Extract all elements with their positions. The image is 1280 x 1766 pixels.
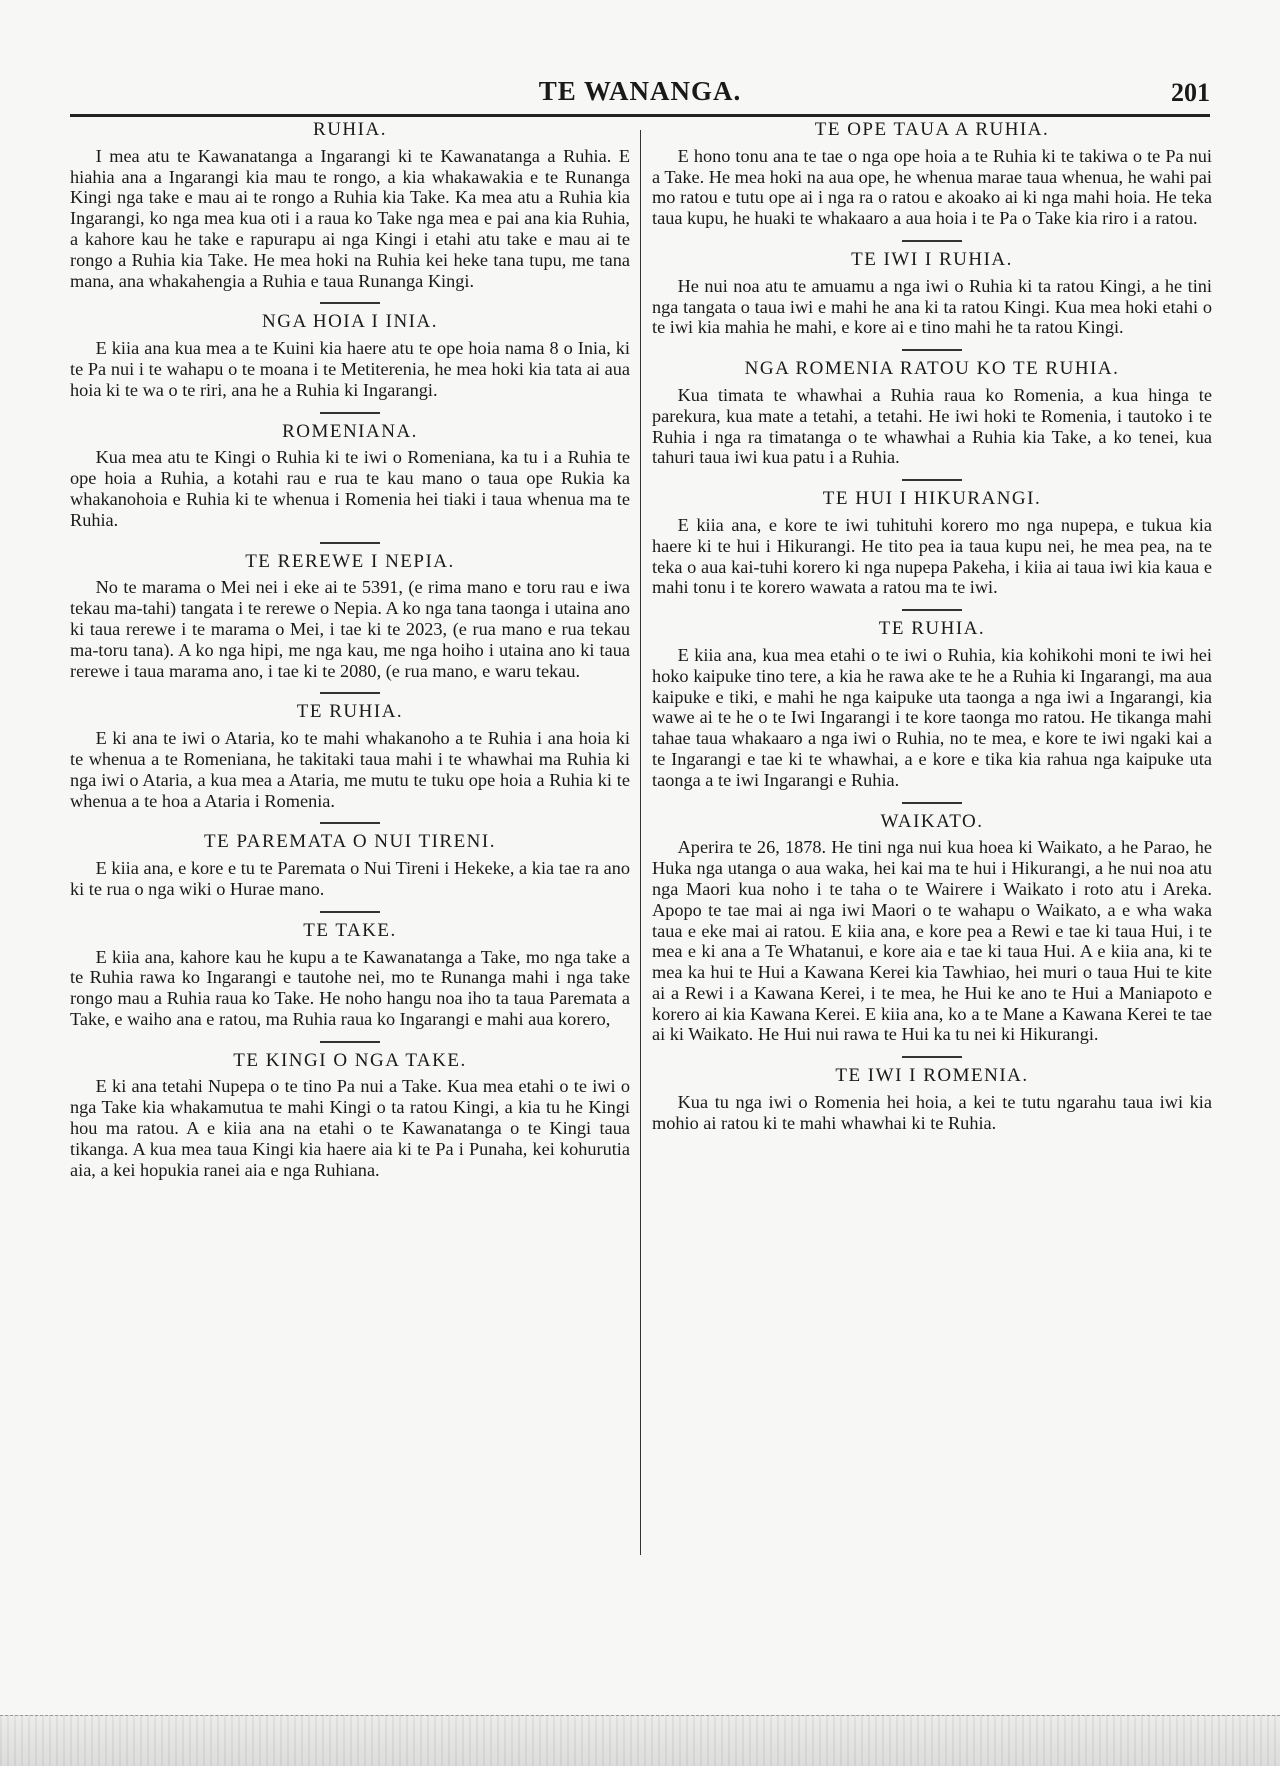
article-heading: TE REREWE I NEPIA. xyxy=(70,542,630,573)
article-heading: TE HUI I HIKURANGI. xyxy=(652,479,1212,510)
article xyxy=(70,542,630,682)
article-body: E ki ana tetahi Nupepa o te tino Pa nui a Take. Kua mea etahi o te iwi o nga Take kia whakamutua te mahi Kingi o ta ratou Kingi, a kia tu he Kingi hou ma ratou. A e kiia ana na etahi o te Kawanatanga o te Kingi taua tikanga. A kua mea taua Kingi kia haere aia ki te Pa i Punaha, kei kohurutia aia, a kei hopukia ranei aia e nga Ruhiana. xyxy=(70,1076,630,1180)
right-column xyxy=(652,120,1212,1134)
article-heading: WAIKATO. xyxy=(652,802,1212,833)
article xyxy=(652,1056,1212,1133)
article xyxy=(70,120,630,291)
article-heading: TE IWI I RUHIA. xyxy=(652,240,1212,271)
article-body: I mea atu te Kawanatanga a Ingarangi ki te Kawanatanga a Ruhia. E hiahia ana a Ingarangi kia mau te rongo, a kia whakawakia e te Runanga Kingi nga take e mau ai te rongo a Ruhia kia Take. Ka mea atu a Ruhia kia Ingarangi, ko nga mea kua oti i a raua ko Take nga mea e pai ana kia Ruhia, a kahore kau he take e rapurapu ai nga Kingi i etahi atu take e mau ai te rongo a Ruhia kia Take. He mea hoki na Ruhia kei heke tana tupu, me tana mana, ana whakahengia a Ruhia e taua Runanga Kingi. xyxy=(70,145,630,291)
article xyxy=(70,911,630,1030)
article xyxy=(652,609,1212,790)
article-body: E kiia ana, kahore kau he kupu a te Kawanatanga a Take, mo nga take a te Ruhia rawa ko Ingarangi e tautohe nei, mo te Runanga mahi i nga take rongo mau a Ruhia raua ko Take. He noho hangu noa iho ta taua Paremata a Take, e waiho ana e ratou, ma Ruhia raua ko Ingarangi e mahi aua korero, xyxy=(70,946,630,1029)
article xyxy=(652,349,1212,468)
scan-edge-noise xyxy=(0,1715,1280,1766)
article-heading: TE KINGI O NGA TAKE. xyxy=(70,1041,630,1072)
article xyxy=(70,822,630,899)
article-body: Kua timata te whawhai a Ruhia raua ko Romenia, a kua hinga te parekura, kua mate a tetahi, a tetahi. He iwi hoki te Romenia, i tautoko i te Ruhia i nga ra timatanga o te whawhai a Ruhia kia Take, a ko tenei, kua tahuri taua iwi kua patu i a Ruhia. xyxy=(652,384,1212,468)
article xyxy=(70,412,630,531)
article-body: E kiia ana, e kore e tu te Paremata o Nui Tireni i Hekeke, a kia tae ra ano ki te rua o nga wiki o Hurae mano. xyxy=(70,858,630,899)
article-body: E ki ana te iwi o Ataria, ko te mahi whakanoho a te Ruhia i ana hoia ki te whenua a te Romeniana, he takitaki taua mahi i te whawhai ma Ruhia ki nga iwi o Ataria, a kua mea a Ataria, me mutu te tuku ope hoia a Ruhia ki te whenua a te hoa a Ataria i Romenia. xyxy=(70,728,630,811)
article-heading: NGA ROMENIA RATOU KO TE RUHIA. xyxy=(652,349,1212,380)
article xyxy=(652,479,1212,598)
article-body: Aperira te 26, 1878. He tini nga nui kua hoea ki Waikato, a he Parao, he Huka nga utanga o aua waka, hei kai ma te hui i Hikurangi, a he nui noa atu nga Maori kua noho i te taha o te Wairere i Waikato i roto atu i Areka. Apopo te tae mai ai nga iwi Maori o te wahapu o Waikato, a e wha waka taua e eke mai ai ratou. E kiia ana, e kore pea a Rewi e tae ki taua Hui, i te mea e ki ana a Te Whatanui, e kore aia e tae ki taua Hui. A e kiia ana, ki te mea ka hui te Hui a Kawana Kerei kia Tawhiao, hei muri o taua Hui te kite ai a Rewi i a Kawana Kerei, i te mea, he Hui ke ano te Hui a Maniapoto e korero ai kia Kawana Kerei. E kiia ana, ko a te Mane a Kawana Kerei te tae ai ki Waikato. He Hui nui rawa te Hui ka tu nei ki Hikurangi. xyxy=(652,837,1212,1045)
article-heading: NGA HOIA I INIA. xyxy=(70,302,630,333)
column-divider xyxy=(640,130,641,1555)
article-body: No te marama o Mei nei i eke ai te 5391, (e rima mano e toru rau e iwa tekau ma-tahi) tangata i te rerewe o Nepia. A ko nga tana taonga i utaina ano ki taua rerewe i te marama o Mei, i tae ki te 2023, (e rua mano e rua tekau ma-toru tana). A ko nga hipi, me nga kau, me nga hoiho i utaina ano ki taua rerewe i taua marama ano, i tae ki te 2080, (e rua mano, e waru tekau. xyxy=(70,577,630,681)
article-heading: ROMENIANA. xyxy=(70,412,630,443)
article-body: E kiia ana, e kore te iwi tuhituhi korero mo nga nupepa, e tukua kia haere ki te hui i Hikurangi. He tito pea ia taua kupu nei, he mea pea, na te teka o aua kai-tuhi korero ki nga nupepa Pakeha, i kiia ai taua iwi kia kaua e mahi tonu i te korero wawata a ratou ma te iwi. xyxy=(652,514,1212,598)
article-body: E kiia ana, kua mea etahi o te iwi o Ruhia, kia kohikohi moni te iwi hei hoko kaipuke tino tere, a kia he rawa ake te he a Ruhia ki Ingarangi, ma aua kaipuke e tiki, e mahi he nga kaipuke uta taonga a nga iwi a Ingarangi, kia wawe ai te he o te Iwi Ingarangi i te kore taonga mo ratou. He tikanga mahi tahae taua whakaaro a nga iwi o Ruhia, no te mea, e kore te iwi ngaki kai a te Ingarangi e tae ki te whawhai, a e kore e tika kia rahua nga kaipuke uta taonga a te iwi Ingarangi e Ruhia. xyxy=(652,644,1212,790)
article-body: He nui noa atu te amuamu a nga iwi o Ruhia ki ta ratou Kingi, a he tini nga tangata o taua iwi e mahi he ana ki ta ratou Kingi. Kua mea hoki etahi o te iwi kia mahia he mahi, e kore ai e tino mahi he ta ratou Kingi. xyxy=(652,275,1212,338)
article xyxy=(652,240,1212,338)
article xyxy=(70,692,630,811)
article xyxy=(70,302,630,400)
article-heading: TE OPE TAUA A RUHIA. xyxy=(814,119,1050,140)
article-body: E hono tonu ana te tae o nga ope hoia a te Ruhia ki te takiwa o te Pa nui a Take. He mea hoki na aua ope, he whenua marae taua whenua, he wahi pai mo ratou e tutu ope ai i nga ra o ratou e akoako ai ki nga mahi hoia. He teka taua kupu, he huaki te whakaaro a aua hoia i te Pa o Take kia riro i a ratou. xyxy=(652,145,1212,229)
article xyxy=(652,802,1212,1046)
article-heading: TE RUHIA. xyxy=(652,609,1212,640)
page-number: 201 xyxy=(1171,78,1210,107)
article xyxy=(70,1041,630,1181)
article-heading: TE IWI I ROMENIA. xyxy=(652,1056,1212,1087)
masthead-title: TE WANANGA. xyxy=(538,76,742,106)
left-column xyxy=(70,120,630,1180)
article-body: Kua mea atu te Kingi o Ruhia ki te iwi o Romeniana, ka tu i a Ruhia te ope hoia a Ruhia, a kotahi rau e rua te kau mano o taua ope Rukia ka whakanohoia e Ruhia ki te whenua i Romenia hei tiaki i taua whenua ma te Ruhia. xyxy=(70,447,630,530)
article-heading: TE PAREMATA O NUI TIRENI. xyxy=(70,822,630,853)
article-heading: RUHIA. xyxy=(313,119,387,140)
article xyxy=(652,120,1212,229)
masthead xyxy=(70,74,1210,117)
article-heading: TE TAKE. xyxy=(70,911,630,942)
article-heading: TE RUHIA. xyxy=(70,692,630,723)
article-body: Kua tu nga iwi o Romenia hei hoia, a kei te tutu ngarahu taua iwi kia mohio ai ratou ki te mahi whawhai ki te Ruhia. xyxy=(652,1092,1212,1133)
article-body: E kiia ana kua mea a te Kuini kia haere atu te ope hoia nama 8 o Inia, ki te Pa nui i te wahapu o te moana i te Metiterenia, he mea hoki kia tata ai aua hoia ki te wa o te riri, ana he a Ruhia ki Ingarangi. xyxy=(70,338,630,400)
